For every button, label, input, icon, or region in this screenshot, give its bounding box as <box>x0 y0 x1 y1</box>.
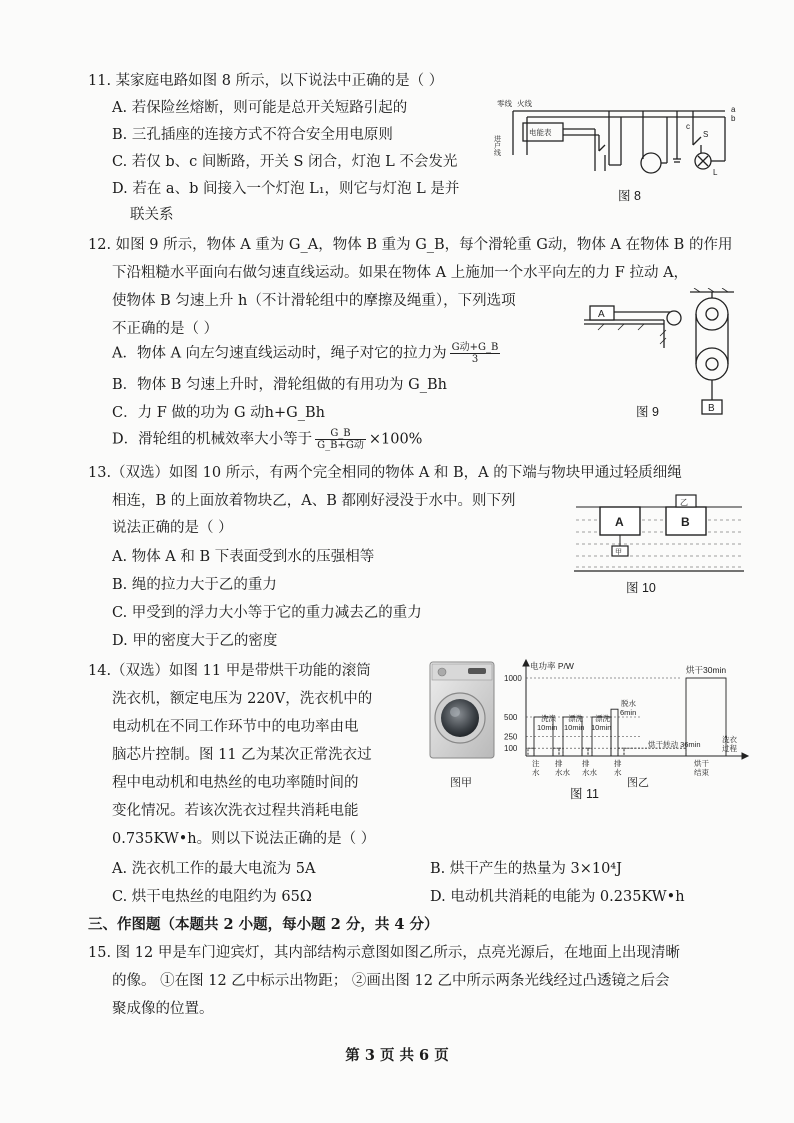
figure-11-jia-caption: 图甲 <box>450 777 472 789</box>
washing-machine-photo <box>428 660 496 762</box>
chart-annot-process-bot: 过程 <box>722 744 737 753</box>
q12-option-b: B．物体 B 匀速上升时，滑轮组做的有用功为 G_Bh <box>112 377 447 393</box>
chart-y-tick-100: 100 <box>504 744 518 754</box>
chart-bar-9 <box>618 748 624 756</box>
q12-stem-4: 不正确的是（ ） <box>112 321 219 337</box>
q12-a-numerator: G动+G_B <box>451 342 499 353</box>
figure-8-caption: 图 8 <box>618 189 641 203</box>
chart-annot-rinse1-dur: 10min <box>564 723 585 732</box>
q12-option-c: C．力 F 做的功为 G 动h+G_Bh <box>112 405 325 421</box>
section-3-heading: 三、作图题（本题共 2 小题，每小题 2 分，共 4 分） <box>88 916 439 933</box>
q13-fig-yi: 乙 <box>680 498 688 507</box>
q13-fig-block-b: B <box>681 515 690 529</box>
page-footer: 第 3 页 共 6 页 <box>345 1047 449 1064</box>
q14-line-6: 变化情况。若该次洗衣过程共消耗电能 <box>112 803 359 819</box>
chart-annot-rinse2-dur: 10min <box>591 723 612 732</box>
q11-fig-l: L <box>713 168 718 177</box>
figure-10-buoyancy <box>570 490 748 574</box>
q14-line-4: 脑芯片控制。图 11 乙为某次正常洗衣过 <box>112 747 372 763</box>
q11-fig-b: b <box>731 114 736 123</box>
chart-y-tick-250: 250 <box>504 732 518 742</box>
chart-x-inout-2: 水水 <box>582 768 597 777</box>
chart-x-water-1: 水 <box>532 768 540 777</box>
q15-line-3: 聚成像的位置。 <box>112 1001 214 1017</box>
q11-option-c: C. 若仅 b、c 间断路，开关 S 闭合，灯泡 L 不会发光 <box>112 154 458 170</box>
q13-fig-block-a: A <box>615 515 624 529</box>
chart-annot-dry: 烘干30min <box>686 665 727 675</box>
chart-annot-rinse2: 漂洗 <box>595 714 610 723</box>
figure-11-caption: 图 11 <box>570 787 599 801</box>
q11-stem: 11. 某家庭电路如图 8 所示，以下说法中正确的是（ ） <box>88 73 444 89</box>
q13-stem-1: 13.（双选）如图 10 所示，有两个完全相同的物体 A 和 B，A 的下端与物块甲通过轻质细绳 <box>88 465 682 481</box>
chart-x-out-3: 排 <box>614 759 622 768</box>
q13-stem-2: 相连，B 的上面放着物块乙，A、B 都刚好浸没于水中。则下列 <box>112 493 516 509</box>
q14-line-7: 0.735KW•h。则以下说法正确的是（ ） <box>112 831 376 847</box>
figure-9-caption: 图 9 <box>636 405 659 419</box>
chart-bar-5 <box>582 748 588 756</box>
chart-ylabel: 电功率 P/W <box>530 661 574 671</box>
q14-line-2: 洗衣机，额定电压为 220V，洗衣机中的 <box>112 691 373 707</box>
chart-x-dry-bot: 结束 <box>694 768 709 777</box>
q14-option-c: C. 烘干电热丝的电阻约为 65Ω <box>112 889 312 905</box>
figure-10-caption: 图 10 <box>626 581 656 595</box>
chart-x-out-2: 排 <box>582 759 590 768</box>
q12-d-numerator: G_B <box>315 428 366 440</box>
q13-stem-3: 说法正确的是（ ） <box>112 520 233 536</box>
chart-x-inout-1: 水水 <box>555 768 570 777</box>
q11-fig-a: a <box>731 105 736 114</box>
chart-annot-turn: 烘干转动 36min <box>648 740 701 749</box>
q13-option-d: D. 甲的密度大于乙的密度 <box>112 633 278 649</box>
q11-option-d: D. 若在 a、b 间接入一个灯泡 L₁，则它与灯泡 L 是并 <box>112 181 460 197</box>
chart-x-dry-top: 烘干 <box>694 759 709 768</box>
chart-annot-wash: 洗涤 <box>541 714 556 723</box>
q11-fig-meter: 电能表 <box>529 128 552 137</box>
q14-option-d: D. 电动机共消耗的电能为 0.235KW•h <box>430 889 685 905</box>
chart-annot-spin: 脱水 <box>621 699 636 708</box>
chart-bar-3 <box>559 748 563 756</box>
q11-fig-c: c <box>686 122 690 131</box>
chart-bar-0 <box>528 748 534 756</box>
chart-annot-process-top: 洗衣 <box>722 735 737 744</box>
chart-x-out-1: 排 <box>555 759 563 768</box>
q15-line-1: 15. 图 12 甲是车门迎宾灯，其内部结构示意图如图乙所示，点亮光源后，在地面上出现清晰 <box>88 945 680 961</box>
q11-option-b: B. 三孔插座的连接方式不符合安全用电原则 <box>112 127 393 143</box>
chart-annot-wash-dur: 10min <box>537 723 558 732</box>
q12-stem-2: 下沿粗糙水平面向右做匀速直线运动。如果在物体 A 上施加一个水平向左的力 F 拉动 A， <box>112 265 689 281</box>
q13-option-a: A. 物体 A 和 B 下表面受到水的压强相等 <box>112 549 375 565</box>
chart-annot-spin-dur: 6min <box>620 708 637 717</box>
q12-fig-block-b: B <box>708 403 715 414</box>
figure-11-yi-caption: 图乙 <box>627 777 649 789</box>
q12-option-a: A．物体 A 向左匀速直线运动时，绳子对它的拉力为 $\frac{\text{G动+G\_B}}{3}$ <box>112 342 499 365</box>
chart-y-tick-500: 500 <box>504 713 518 722</box>
q11-option-a: A. 若保险丝熔断，则可能是总开关短路引起的 <box>112 100 408 116</box>
q11-fig-live: 火线 <box>517 99 532 108</box>
q11-fig-s: S <box>703 130 709 139</box>
q12-d-denominator: G_B+G动 <box>317 440 364 451</box>
figure-8-circuit <box>493 95 741 203</box>
chart-bar-6 <box>588 748 592 756</box>
q14-option-a: A. 洗衣机工作的最大电流为 5A <box>112 861 316 877</box>
q11-fig-neutral: 零线 <box>497 99 512 108</box>
q12-a-denominator: 3 <box>471 354 479 365</box>
q11-fig-entry: 进户线 <box>493 135 501 156</box>
q13-option-c: C. 甲受到的浮力大小等于它的重力减去乙的重力 <box>112 605 422 621</box>
figure-9-pulley <box>574 288 744 420</box>
chart-y-tick-1000: 1000 <box>504 674 522 683</box>
q12-stem-1: 12. 如图 9 所示，物体 A 重为 G_A，物体 B 重为 G_B，每个滑轮重 G动，物体 A 在物体 B 的作用 <box>88 237 733 253</box>
q11-option-d-cont: 联关系 <box>130 207 174 223</box>
q12-option-d: D．滑轮组的机械效率大小等于 $\frac{G\_B}{\text{G\_B+G动}}$ ×100% <box>112 428 423 451</box>
q14-option-b: B. 烘干产生的热量为 3×10⁴J <box>430 861 622 877</box>
chart-bar-2 <box>553 748 559 756</box>
q14-line-1: 14.（双选）如图 11 甲是带烘干功能的滚筒 <box>88 663 371 679</box>
q12-stem-3: 使物体 B 匀速上升 h（不计滑轮组中的摩擦及绳重），下列选项 <box>112 293 516 309</box>
chart-x-in-1: 注 <box>532 759 540 768</box>
q15-line-2: 的像。 ①在图 12 乙中标示出物距； ②画出图 12 乙中所示两条光线经过凸透镜之后会 <box>112 973 670 989</box>
q13-option-b: B. 绳的拉力大于乙的重力 <box>112 577 277 593</box>
q12-fig-block-a: A <box>598 309 605 320</box>
q13-fig-jia: 甲 <box>615 549 622 556</box>
chart-x-water-3: 水 <box>614 768 622 777</box>
chart-annot-rinse1: 漂洗 <box>568 714 583 723</box>
q14-line-3: 电动机在不同工作环节中的电功率由电 <box>112 719 359 735</box>
power-time-chart <box>500 656 750 786</box>
chart-bar-10 <box>624 748 686 756</box>
chart-bar-8 <box>611 709 618 756</box>
q14-line-5: 程中电动机和电热丝的电功率随时间的 <box>112 775 359 791</box>
